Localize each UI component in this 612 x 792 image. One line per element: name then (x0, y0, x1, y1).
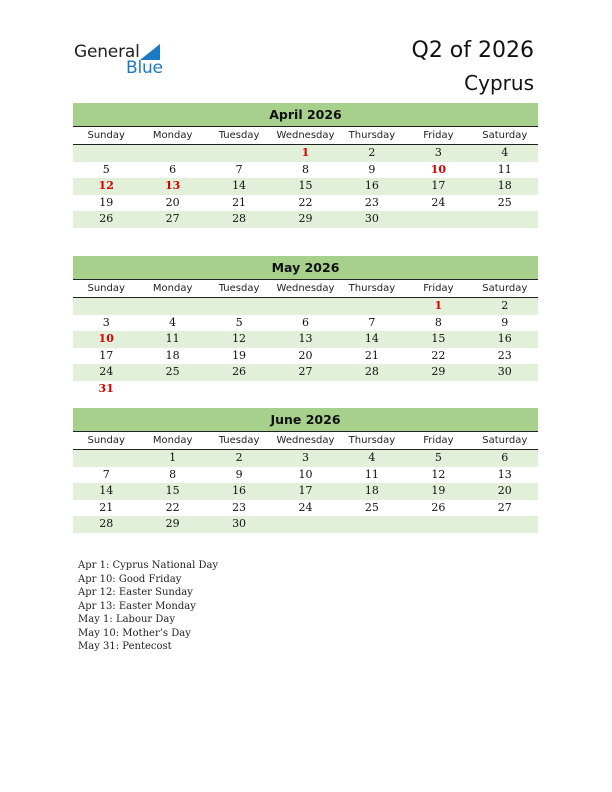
day-cell: 27 (298, 365, 313, 379)
weekday-label: Tuesday (206, 127, 272, 145)
day-cell: 8 (301, 162, 309, 176)
day-cell: 11 (165, 332, 180, 346)
week-row (73, 145, 538, 162)
day-cell: 17 (431, 179, 446, 193)
day-cell: 10 (430, 162, 446, 176)
day-cell: 21 (232, 195, 247, 209)
day-cell: 12 (431, 467, 446, 481)
day-cell: 8 (169, 467, 177, 481)
empty-day-cell (139, 298, 205, 315)
week-row (73, 195, 538, 212)
day-cell: 3 (301, 451, 309, 464)
empty-day-cell (472, 381, 538, 398)
holiday-note: May 1: Labour Day (78, 614, 175, 625)
day-cell: 29 (165, 517, 180, 531)
day-cell: 31 (98, 381, 114, 395)
month-calendar (73, 408, 538, 533)
weekday-label: Friday (405, 127, 471, 145)
day-cell: 21 (99, 500, 114, 514)
day-cell: 7 (368, 315, 376, 329)
month-calendar (73, 256, 538, 398)
week-row (73, 298, 538, 315)
day-cell: 23 (364, 195, 379, 209)
day-cell: 30 (497, 365, 512, 379)
holiday-notes (78, 559, 218, 654)
empty-day-cell (339, 298, 405, 315)
weekday-header-row (73, 432, 538, 450)
week-row (73, 516, 538, 533)
weekday-label: Friday (405, 280, 471, 298)
day-cell: 9 (235, 467, 243, 481)
weekday-label: Saturday (472, 127, 538, 145)
holiday-note: May 31: Pentecost (78, 641, 172, 652)
month-title: May 2026 (73, 256, 538, 280)
day-cell: 13 (497, 467, 512, 481)
day-cell: 9 (368, 162, 376, 176)
day-cell: 4 (169, 315, 177, 329)
empty-day-cell (405, 516, 471, 533)
day-cell: 30 (232, 517, 247, 531)
day-cell: 14 (99, 484, 114, 498)
empty-day-cell (139, 145, 205, 162)
holiday-note: Apr 1: Cyprus National Day (78, 560, 219, 571)
weekday-label: Wednesday (272, 280, 338, 298)
day-cell: 19 (431, 484, 446, 498)
day-cell: 17 (298, 484, 313, 498)
weekday-label: Sunday (73, 280, 139, 298)
day-cell: 6 (301, 315, 309, 329)
empty-day-cell (272, 381, 338, 398)
weekday-label: Thursday (339, 127, 405, 145)
day-cell: 11 (497, 162, 512, 176)
day-cell: 3 (434, 146, 442, 159)
empty-day-cell (472, 516, 538, 533)
day-cell: 5 (102, 162, 110, 176)
weekday-label: Thursday (339, 432, 405, 450)
empty-day-cell (73, 145, 139, 162)
week-row (73, 483, 538, 500)
day-cell: 23 (497, 348, 512, 362)
weekday-label: Saturday (472, 280, 538, 298)
day-cell: 15 (431, 332, 446, 346)
page-title: Q2 of 2026 (411, 38, 534, 63)
weekday-label: Monday (139, 432, 205, 450)
day-cell: 4 (501, 146, 509, 159)
empty-day-cell (272, 298, 338, 315)
day-cell: 10 (98, 332, 114, 346)
week-row (73, 211, 538, 228)
day-cell: 12 (232, 332, 247, 346)
day-cell: 20 (165, 195, 180, 209)
weekday-label: Sunday (73, 432, 139, 450)
empty-day-cell (206, 381, 272, 398)
day-cell: 29 (431, 365, 446, 379)
country-name: Cyprus (464, 71, 534, 95)
day-cell: 2 (235, 451, 243, 464)
empty-day-cell (405, 381, 471, 398)
week-row (73, 364, 538, 381)
empty-day-cell (339, 381, 405, 398)
day-cell: 4 (368, 451, 376, 464)
weekday-label: Thursday (339, 280, 405, 298)
empty-day-cell (73, 298, 139, 315)
day-cell: 1 (301, 146, 310, 159)
day-cell: 20 (298, 348, 313, 362)
day-cell: 18 (497, 179, 512, 193)
weekday-label: Tuesday (206, 432, 272, 450)
day-cell: 11 (364, 467, 379, 481)
month-title: June 2026 (73, 408, 538, 432)
day-cell: 24 (99, 365, 114, 379)
week-row (73, 467, 538, 484)
day-cell: 23 (232, 500, 247, 514)
weekday-label: Monday (139, 280, 205, 298)
empty-day-cell (73, 450, 139, 467)
empty-day-cell (405, 211, 471, 228)
day-cell: 1 (434, 299, 443, 312)
day-cell: 24 (431, 195, 446, 209)
day-cell: 3 (102, 315, 110, 329)
day-cell: 6 (501, 451, 509, 464)
day-cell: 19 (99, 195, 114, 209)
day-cell: 13 (164, 179, 181, 193)
month-calendar (73, 103, 538, 228)
day-cell: 22 (298, 195, 313, 209)
holiday-note: Apr 12: Easter Sunday (78, 587, 193, 598)
day-cell: 12 (98, 179, 114, 193)
weekday-header-row (73, 127, 538, 145)
weekday-label: Saturday (472, 432, 538, 450)
day-cell: 29 (298, 212, 313, 226)
day-cell: 19 (232, 348, 247, 362)
day-cell: 10 (298, 467, 313, 481)
weekday-label: Tuesday (206, 280, 272, 298)
day-cell: 21 (364, 348, 379, 362)
day-cell: 27 (497, 500, 512, 514)
week-row (73, 348, 538, 365)
week-row (73, 178, 538, 195)
day-cell: 8 (434, 315, 442, 329)
day-cell: 14 (232, 179, 247, 193)
weekday-label: Monday (139, 127, 205, 145)
week-row (73, 331, 538, 348)
day-cell: 16 (364, 179, 379, 193)
weekday-header-row (73, 280, 538, 298)
logo-general-text: General (74, 42, 140, 62)
day-cell: 26 (99, 212, 114, 226)
day-cell: 28 (232, 212, 247, 226)
week-row (73, 381, 538, 398)
empty-day-cell (272, 516, 338, 533)
empty-day-cell (139, 381, 205, 398)
week-row (73, 162, 538, 179)
day-cell: 16 (497, 332, 512, 346)
day-cell: 22 (431, 348, 446, 362)
logo-blue-text: Blue (126, 58, 163, 78)
empty-day-cell (339, 516, 405, 533)
day-cell: 14 (364, 332, 379, 346)
weekday-label: Wednesday (272, 127, 338, 145)
day-cell: 24 (298, 500, 313, 514)
day-cell: 22 (165, 500, 180, 514)
day-cell: 7 (102, 467, 110, 481)
week-row (73, 450, 538, 467)
day-cell: 7 (235, 162, 243, 176)
day-cell: 26 (431, 500, 446, 514)
day-cell: 20 (497, 484, 512, 498)
day-cell: 25 (497, 195, 512, 209)
weekday-label: Friday (405, 432, 471, 450)
week-row (73, 500, 538, 517)
day-cell: 28 (364, 365, 379, 379)
holiday-note: Apr 10: Good Friday (78, 573, 182, 585)
day-cell: 15 (165, 484, 180, 498)
day-cell: 25 (364, 500, 379, 514)
day-cell: 15 (298, 179, 313, 193)
day-cell: 9 (501, 315, 509, 329)
day-cell: 2 (501, 299, 509, 312)
week-row (73, 315, 538, 332)
day-cell: 18 (165, 348, 180, 362)
empty-day-cell (472, 211, 538, 228)
logo (74, 42, 174, 78)
day-cell: 16 (232, 484, 247, 498)
day-cell: 2 (368, 146, 376, 159)
day-cell: 5 (434, 451, 442, 464)
empty-day-cell (206, 145, 272, 162)
day-cell: 30 (364, 212, 379, 226)
empty-day-cell (206, 298, 272, 315)
day-cell: 18 (364, 484, 379, 498)
day-cell: 13 (298, 332, 313, 346)
day-cell: 25 (165, 365, 180, 379)
day-cell: 26 (232, 365, 247, 379)
day-cell: 28 (99, 517, 114, 531)
holiday-note: Apr 13: Easter Monday (78, 600, 196, 612)
weekday-label: Wednesday (272, 432, 338, 450)
month-title: April 2026 (73, 103, 538, 127)
day-cell: 5 (235, 315, 243, 329)
weekday-label: Sunday (73, 127, 139, 145)
day-cell: 6 (169, 162, 177, 176)
day-cell: 1 (169, 451, 177, 464)
day-cell: 17 (99, 348, 114, 362)
day-cell: 27 (165, 212, 180, 226)
holiday-note: May 10: Mother’s Day (78, 627, 191, 639)
